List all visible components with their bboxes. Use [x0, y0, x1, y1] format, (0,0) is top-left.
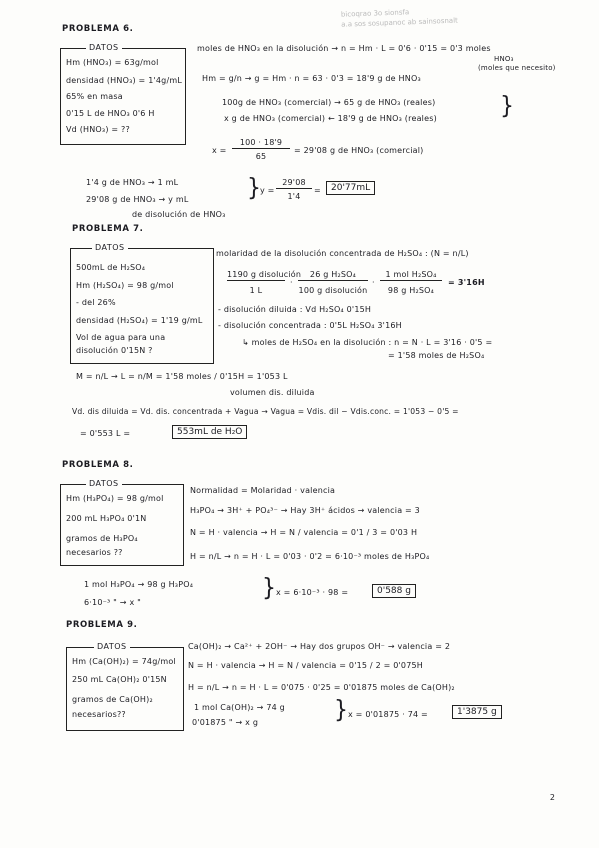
p7-diluted-line: - disolución diluida : Vd H₂SO₄ 0'15H [218, 305, 372, 314]
p9-moles-line: H = n/L → n = H · L = 0'075 · 0'25 = 0'01875 moles de Ca(OH)₂ [188, 683, 455, 692]
p7-result: 553mL de H₂O [172, 425, 247, 439]
p6-moles-note: (moles que necesito) [478, 64, 556, 72]
page-number: 2 [549, 793, 555, 802]
p8-data-line: necesarios ?? [66, 548, 123, 557]
p9-x-line: x = 0'01875 · 74 = [348, 710, 428, 719]
p7-factor-num: 1 mol H₂SO₄ [380, 270, 442, 281]
p8-result: 0'588 g [372, 584, 416, 598]
p7-factor-den: 100 g disolución [298, 286, 368, 295]
problem-7-data-title: DATOS [92, 243, 128, 252]
brace: } [247, 174, 261, 203]
p9-result: 1'3875 g [452, 705, 502, 719]
brace: } [334, 696, 348, 725]
p7-moles-result: = 1'58 moles de H₂SO₄ [388, 351, 485, 360]
p7-water-line: Vd. dis diluida = Vd. dis. concentrada + Vagua → Vagua = Vdis. dil − Vdis.conc. = 1'053 − 0'5 = [72, 407, 459, 416]
p8-data-line: gramos de H₃PO₄ [66, 534, 138, 543]
p8-rule-line-1: 1 mol H₃PO₄ → 98 g H₃PO₄ [84, 580, 194, 589]
p8-data-line: Hm (H₃PO₄) = 98 g/mol [66, 494, 164, 503]
problem-6-title: PROBLEMA 6. [62, 24, 134, 34]
p6-y-denominator: 1'4 [287, 192, 301, 201]
p7-volume-line: M = n/L → L = n/M = 1'58 moles / 0'15H = 1'053 L [76, 372, 288, 381]
p7-water-result-line: = 0'553 L = [80, 429, 131, 438]
p8-normality-line: Normalidad = Molaridad · valencia [190, 486, 336, 495]
p7-data-line: 500mL de H₂SO₄ [76, 263, 146, 272]
p6-data-line: Hm (HNO₃) = 63g/mol [66, 58, 159, 67]
p9-data-line: gramos de Ca(OH)₂ [72, 695, 153, 704]
p7-factor-num: 1190 g disolución [227, 270, 302, 279]
p7-factor-num: 26 g H₂SO₄ [298, 270, 368, 281]
p6-data-line: Vd (HNO₃) = ?? [66, 125, 130, 134]
p7-data-line: disolución 0'15N ? [76, 346, 153, 355]
bleed-through-text: bicoqrao 3o sionsfa a.a sos sosupanoc ab sainsosnalt [340, 8, 458, 29]
brace: } [500, 92, 514, 121]
p8-data-line: 200 mL H₃PO₄ 0'1N [66, 514, 147, 523]
p9-rule-line-1: 1 mol Ca(OH)₂ → 74 g [194, 703, 285, 712]
p7-molarity-result: = 3'16H [448, 278, 485, 287]
p6-x-numerator: 100 · 18'9 [232, 138, 290, 149]
p7-factor-den: 1 L [249, 286, 263, 295]
p7-data-line: Vol de agua para una [76, 333, 166, 342]
p6-data-line: 0'15 L de HNO₃ 0'6 H [66, 109, 155, 118]
p8-dissociation-line: H₃PO₄ → 3H⁺ + PO₄³⁻ → Hay 3H⁺ ácidos → valencia = 3 [190, 506, 420, 515]
p7-data-line: - del 26% [76, 298, 116, 307]
p6-y-label: y = [260, 186, 275, 195]
p9-molarity-line: N = H · valencia → H = N / valencia = 0'15 / 2 = 0'075H [188, 661, 424, 670]
p9-dissociation-line: Ca(OH)₂ → Ca²⁺ + 2OH⁻ → Hay dos grupos OH⁻ → valencia = 2 [188, 642, 451, 651]
p6-moles-line: moles de HNO₃ en la disolución → n = Hm · L = 0'6 · 0'15 = 0'3 moles [197, 44, 491, 53]
p7-molarity-heading: molaridad de la disolución concentrada de H₂SO₄ : (N = n/L) [216, 249, 469, 258]
p6-rule-line-1: 100g de HNO₃ (comercial) → 65 g de HNO₃ (reales) [222, 98, 436, 107]
problem-8-data-title: DATOS [86, 479, 122, 488]
p7-moles-line: ↳ moles de H₂SO₄ en la disolución : n = N · L = 3'16 · 0'5 = [242, 338, 493, 347]
p8-rule-line-2: 6·10⁻³ " → x " [84, 598, 142, 607]
p7-data-line: densidad (H₂SO₄) = 1'19 g/mL [76, 316, 203, 325]
p6-x-denominator: 65 [255, 152, 267, 161]
brace: } [262, 574, 276, 603]
problem-6-data-title: DATOS [86, 43, 122, 52]
p8-molarity-line: N = H · valencia → H = N / valencia = 0'1 / 3 = 0'03 H [190, 528, 418, 537]
p6-x-label: x = [212, 146, 227, 155]
p6-data-line: 65% en masa [66, 92, 123, 101]
operator: · [290, 278, 293, 287]
p7-concentrated-line: - disolución concentrada : 0'5L H₂SO₄ 3'16H [218, 321, 402, 330]
p6-density-line-1: 1'4 g de HNO₃ → 1 mL [86, 178, 179, 187]
p9-data-line: Hm (Ca(OH)₂) = 74g/mol [72, 657, 176, 666]
p6-density-line-2: 29'08 g de HNO₃ → y mL [86, 195, 189, 204]
p6-moles-sub: HNO₃ [494, 55, 514, 63]
p8-moles-line: H = n/L → n = H · L = 0'03 · 0'2 = 6·10⁻³ moles de H₃PO₄ [190, 552, 430, 561]
p6-x-result: = 29'08 g de HNO₃ (comercial) [294, 146, 424, 155]
p7-factor-den: 98 g H₂SO₄ [387, 286, 435, 295]
p6-mass-line: Hm = g/n → g = Hm · n = 63 · 0'3 = 18'9 g de HNO₃ [202, 74, 421, 83]
problem-9-title: PROBLEMA 9. [66, 620, 138, 630]
p6-data-line: densidad (HNO₃) = 1'4g/mL [66, 76, 182, 85]
p6-y-numerator: 29'08 [276, 178, 312, 189]
p8-x-line: x = 6·10⁻³ · 98 = [276, 588, 349, 597]
problem-8-title: PROBLEMA 8. [62, 460, 134, 470]
problem-7-title: PROBLEMA 7. [72, 224, 144, 234]
operator: · [372, 278, 375, 287]
p6-rule-line-2: x g de HNO₃ (comercial) ← 18'9 g de HNO₃ (reales) [224, 114, 437, 123]
p6-result: 20'77mL [326, 181, 375, 195]
p7-volume-note: volumen dis. diluida [230, 388, 315, 397]
p9-data-line: necesarios?? [72, 710, 126, 719]
p6-density-note: de disolución de HNO₃ [132, 210, 226, 219]
problem-9-data-title: DATOS [94, 642, 130, 651]
p9-data-line: 250 mL Ca(OH)₂ 0'15N [72, 675, 167, 684]
p6-y-equals: = [314, 186, 321, 195]
p7-data-line: Hm (H₂SO₄) = 98 g/mol [76, 281, 174, 290]
p9-rule-line-2: 0'01875 " → x g [192, 718, 259, 727]
